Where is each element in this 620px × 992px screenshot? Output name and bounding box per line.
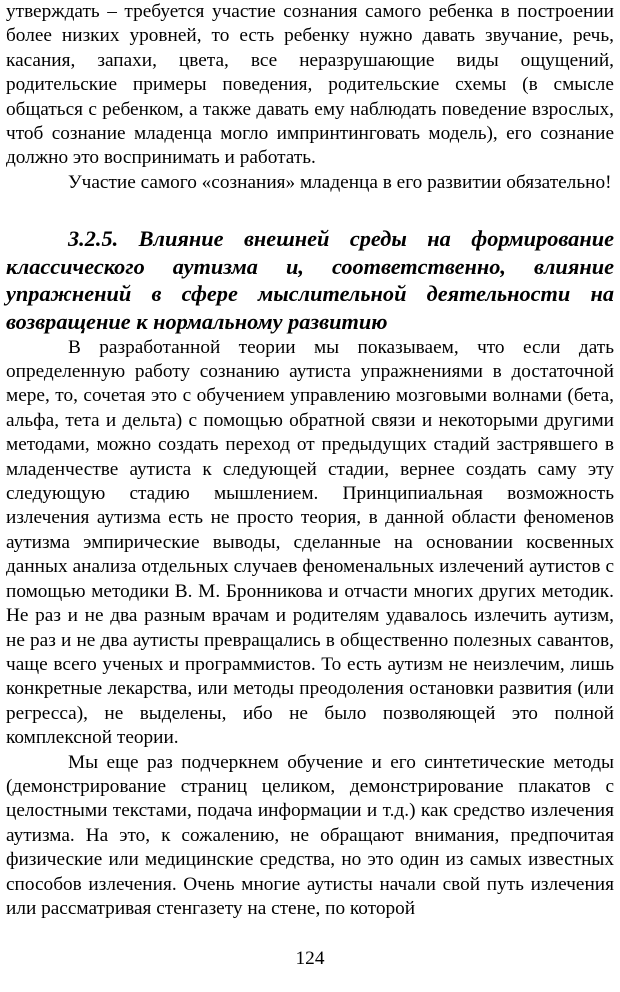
paragraph-conclusion: Участие самого «сознания» младенца в его развитии обязательно! bbox=[68, 171, 612, 193]
page-content bbox=[6, 0, 614, 921]
paragraph-continued: утверждать – требуется участие сознания самого ребенка в построении более низких уровней, то есть ребенку нужно давать звучание, речь, касания, запахи, цвета, все неразрушающие виды ощущений, родительские примеры поведения, родительские схемы (в смысле общаться с ребенком, а также давать ему наблюдать поведение взрослых, чтоб сознание младенца могло импринтинговать модель), его сознание должно это воспринимать и работать. bbox=[6, 1, 614, 169]
section-title: Влияние внешней среды на формирование классического аутизма и, соответственно, влияние упражнений в сфере мыслительной деятельности на возвращение к нормальному развитию bbox=[6, 226, 614, 335]
paragraph-theory: В разработанной теории мы показываем, что если дать определенную работу сознанию аутиста упражнениями в достаточной мере, то, сочетая это с обучением управлению мозговыми волнами (бета, альфа, тета и дельта) с помощью обратной связи и некоторыми другими методами, можно создать переход от предыдущих стадий застрявшего в младенчестве аутиста к следующей стадии, вернее создать саму эту следующую стадию мышлением. Принципиальная возможность излечения аутизма есть не просто теория, в данной области феноменов аутизма эмпирические выводы, сделанные на основании косвенных данных анализа отдельных случаев феноменальных излечений аутистов с помощью методики В. М. Бронникова и отчасти многих других методик. Не раз и не два разным врачам и родителям удавалось излечить аутизм, не раз и не два аутисты превращались в общественно полезных савантов, чаще всего ученых и программистов. То есть аутизм не неизлечим, лишь конкретные лекарства, или методы преодоления остановки развития (или регресса), не выделены, ибо не было позволяющей это полной комплексной теории. bbox=[6, 336, 614, 749]
paragraph-methods: Мы еще раз подчеркнем обучение и его синтетические методы (демонстрирование страниц целиком, демонстрирование плакатов с целостными текстами, подача информации и т.д.) как средство излечения аутизма. На это, к сожалению, не обращают внимания, предпочитая физические или медицинские средства, но это один из самых известных способов излечения. Очень многие аутисты начали свой путь излечения или рассматривая стенгазету на стене, по которой bbox=[6, 751, 614, 919]
section-heading bbox=[6, 225, 614, 335]
page-number: 124 bbox=[295, 948, 325, 969]
section-number: 3.2.5. bbox=[68, 226, 119, 252]
